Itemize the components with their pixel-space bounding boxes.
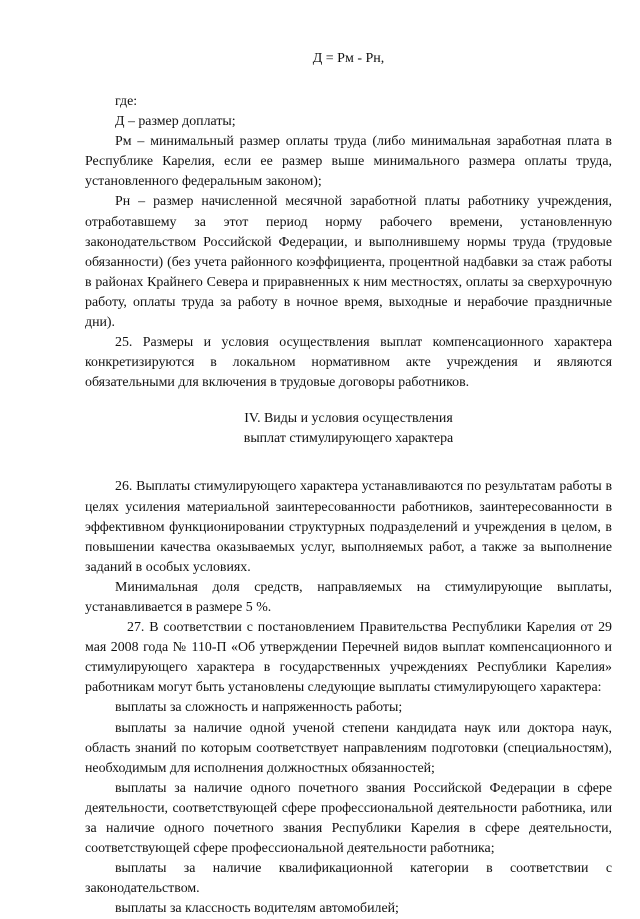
section-heading bbox=[85, 409, 612, 449]
paragraph-26: 26. Выплаты стимулирующего характера устанавливаются по результатам работы в целях усиления материальной заинтересованности работников, заинтересованности в эффективном функционировании структурных подразделений и учреждения в целом, в повышении качества оказываемых услуг, выполняемых работ, а также за выполнение заданий в особых условиях. bbox=[85, 479, 612, 575]
list-item: выплаты за классность водителям автомобилей; bbox=[115, 901, 399, 917]
minimum-share-paragraph: Минимальная доля средств, направляемых на стимулирующие выплаты, устанавливается в размере 5 %. bbox=[85, 579, 612, 615]
list-item: выплаты за сложность и напряженность работы; bbox=[115, 700, 403, 716]
definition-rm: Рм – минимальный размер оплаты труда (либо минимальная заработная плата в Республике Карелия, если ее размер выше минимального размера оплаты труда, установленного федеральным законом); bbox=[85, 134, 612, 190]
section-title-line-2: выплат стимулирующего характера bbox=[243, 431, 454, 447]
paragraph-25: 25. Размеры и условия осуществления выплат компенсационного характера конкретизируются в локальном нормативном акте учреждения и являются обязательными для включения в трудовые договоры работников. bbox=[85, 335, 612, 391]
definition-d: Д – размер доплаты; bbox=[115, 114, 236, 130]
section-title-line-1: IV. Виды и условия осуществления bbox=[244, 411, 453, 427]
list-item: выплаты за наличие квалификационной категории в соответствии с законодательством. bbox=[85, 861, 612, 897]
definition-rn: Рн – размер начисленной месячной заработной платы работнику учреждения, отработавшему за этот период норму рабочего времени, установленную законодательством Российской Федерации, и выполнившему нормы труда (трудовые обязанности) (без учета районного коэффициента, процентной надбавки за стаж работы в районах Крайнего Севера и приравненных к ним местностях, оплаты за сверхурочную работу, оплаты труда за работу в ночное время, выходные и нерабочие праздничные дни). bbox=[85, 194, 612, 331]
paragraph-27: 27. В соответствии с постановлением Правительства Республики Карелия от 29 мая 2008 года № 110-П «Об утверждении Перечней видов выплат компенсационного и стимулирующего характера в государственных учреждениях Республики Карелия» работникам могут быть установлены следующие выплаты стимулирующего характера: bbox=[85, 620, 612, 696]
list-item: выплаты за наличие одной ученой степени кандидата наук или доктора наук, область знаний по которым соответствует направлениям подготовки (специальностям), необходимым для исполнения должностных обязанностей; bbox=[85, 720, 612, 776]
where-label: где: bbox=[115, 94, 138, 109]
formula: Д = Рм - Рн, bbox=[312, 51, 385, 66]
list-item: выплаты за наличие одного почетного звания Российской Федерации в сфере деятельности, соответствующей сфере профессиональной деятельности работника, или за наличие одного почетного звания Республики Карелия в сфере деятельности, соответствующей сфере профессиональной деятельности работника; bbox=[85, 780, 612, 857]
